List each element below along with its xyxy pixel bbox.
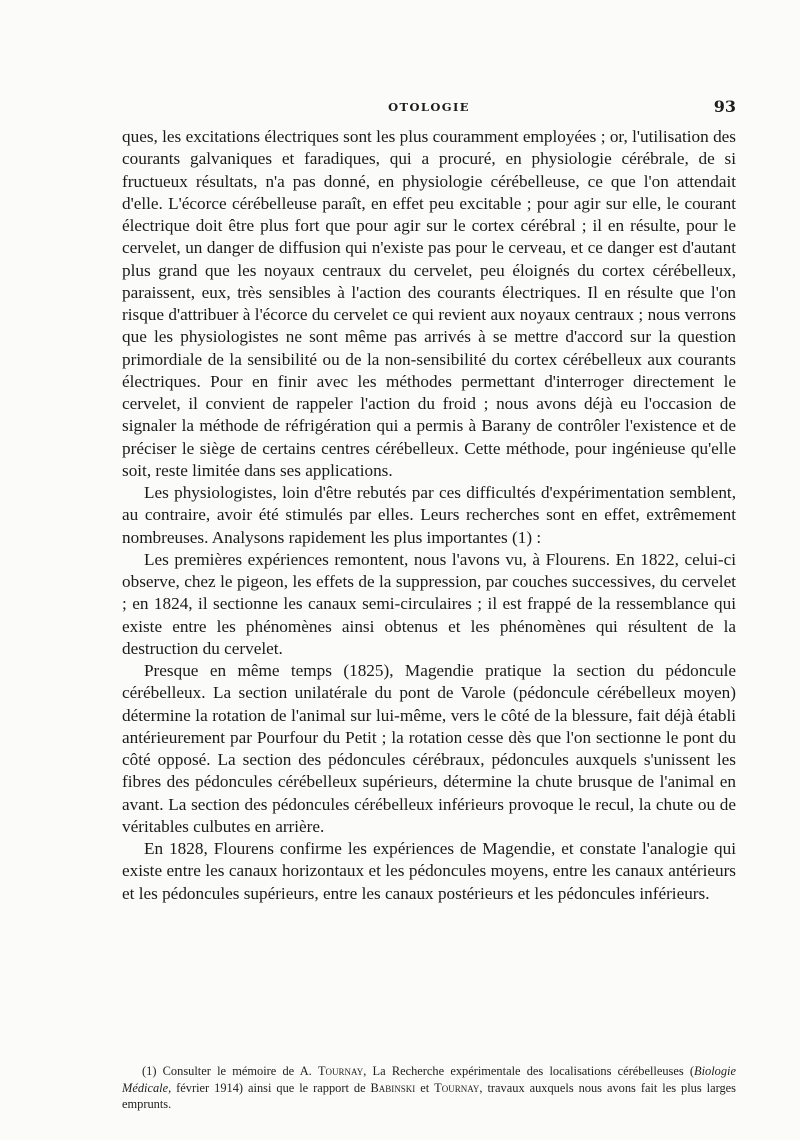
paragraph-4: Presque en même temps (1825), Magendie pratique la section du pédoncule cérébelleux. La section unilatérale du pont de Varole (pédoncule cérébelleux moyen) détermine la rotation de l'animal sur lui-même, vers le côté de la blessure, fait déjà établi antérieurement par Pourfour du Petit ; la rotation cesse dès que l'on sectionne le pont du côté opposé. La section des pédoncules cérébraux, pédoncules auxquels s'unissent les fibres des pédoncules cérébelleux supérieurs, détermine la chute brusque de l'animal en avant. La section des pédoncules cérébelleux inférieurs provoque le recul, la chute ou de véritables culbutes en arrière. (122, 661, 736, 836)
paragraph-5: En 1828, Flourens confirme les expériences de Magendie, et constate l'analogie qui existe entre les canaux horizontaux et les pédoncules moyens, entre les canaux antérieurs et les pédoncules supérieurs, entre les canaux postérieurs et les pédoncules inférieurs. (122, 839, 736, 903)
paragraph-1: ques, les excitations électriques sont les plus couramment employées ; or, l'utilisation des courants galvaniques et faradiques, qui a procuré, en physiologie cérébrale, de si fructueux résultats, n'a pas donné, en physiologie cérébelleuse, ce que l'on attendait d'elle. L'écorce cérébelleuse paraît, en effet peu excitable ; pour agir sur elle, le courant électrique doit être plus fort que pour agir sur le cortex cérébral ; il en résulte, pour le cervelet, un danger de diffusion qui n'existe pas pour le cerveau, et ce danger est d'autant plus grand que les noyaux centraux du cervelet, peu éloignés du cortex cérébelleux, paraissent, eux, très sensibles à l'action des courants électriques. Il en résulte que l'on risque d'attribuer à l'écorce du cervelet ce qui revient aux noyaux centraux ; nous verrons que les physiologistes ne sont même pas arrivés à se mettre d'accord sur la question primordiale de la sensibilité ou de la non-sensibilité du cortex cérébelleux aux courants électriques. Pour en finir avec les méthodes permettant d'interroger directement le cervelet, il convient de rappeler l'action du froid ; nous avons déjà eu l'occasion de signaler la méthode de réfrigération qui a permis à Barany de contrôler l'existence et de préciser le siège de certains centres cérébelleux. Cette méthode, pour ingénieuse qu'elle soit, reste limitée dans ses applications. (122, 127, 736, 480)
page-number: 93 (713, 97, 736, 116)
running-head (122, 97, 736, 120)
body-text (122, 126, 736, 905)
paragraph-3: Les premières expériences remontent, nous l'avons vu, à Flourens. En 1822, celui-ci observe, chez le pigeon, les effets de la suppression, par couches successives, du cervelet ; en 1824, il sectionne les canaux semi-circulaires ; il est frappé de la ressemblance qui existe entre les phénomènes ainsi obtenus et les phénomènes qui résultent de la destruction du cervelet. (122, 549, 736, 658)
footnote-author-babinski: Babinski (370, 1080, 416, 1095)
paragraph-2: Les physiologistes, loin d'être rebutés par ces difficultés d'expérimentation semblent, au contraire, avoir été stimulés par elles. Leurs recherches sont en effet, extrêmement nombreuses. Analysons rapidement les plus importantes (1) : (122, 483, 736, 547)
footnote-text: , La Recherche expérimentale des localisations cérébelleuses ( (363, 1064, 695, 1078)
footnote-text: et (415, 1080, 435, 1095)
footnote-author-tournay: Tournay (317, 1064, 364, 1078)
footnote-text: , travaux auxquels nous avons fait les plus larges emprunts. (122, 1080, 737, 1112)
footnote-text: (1) Consulter le mémoire de A. (142, 1064, 318, 1078)
footnote-journal: Biologie Médicale (122, 1064, 736, 1095)
running-title: OTOLOGIE (388, 100, 470, 114)
footnote-author-tournay: Tournay (434, 1080, 480, 1095)
footnote (122, 1063, 736, 1113)
footnote-text: , février 1914) ainsi que le rapport de (168, 1080, 371, 1095)
